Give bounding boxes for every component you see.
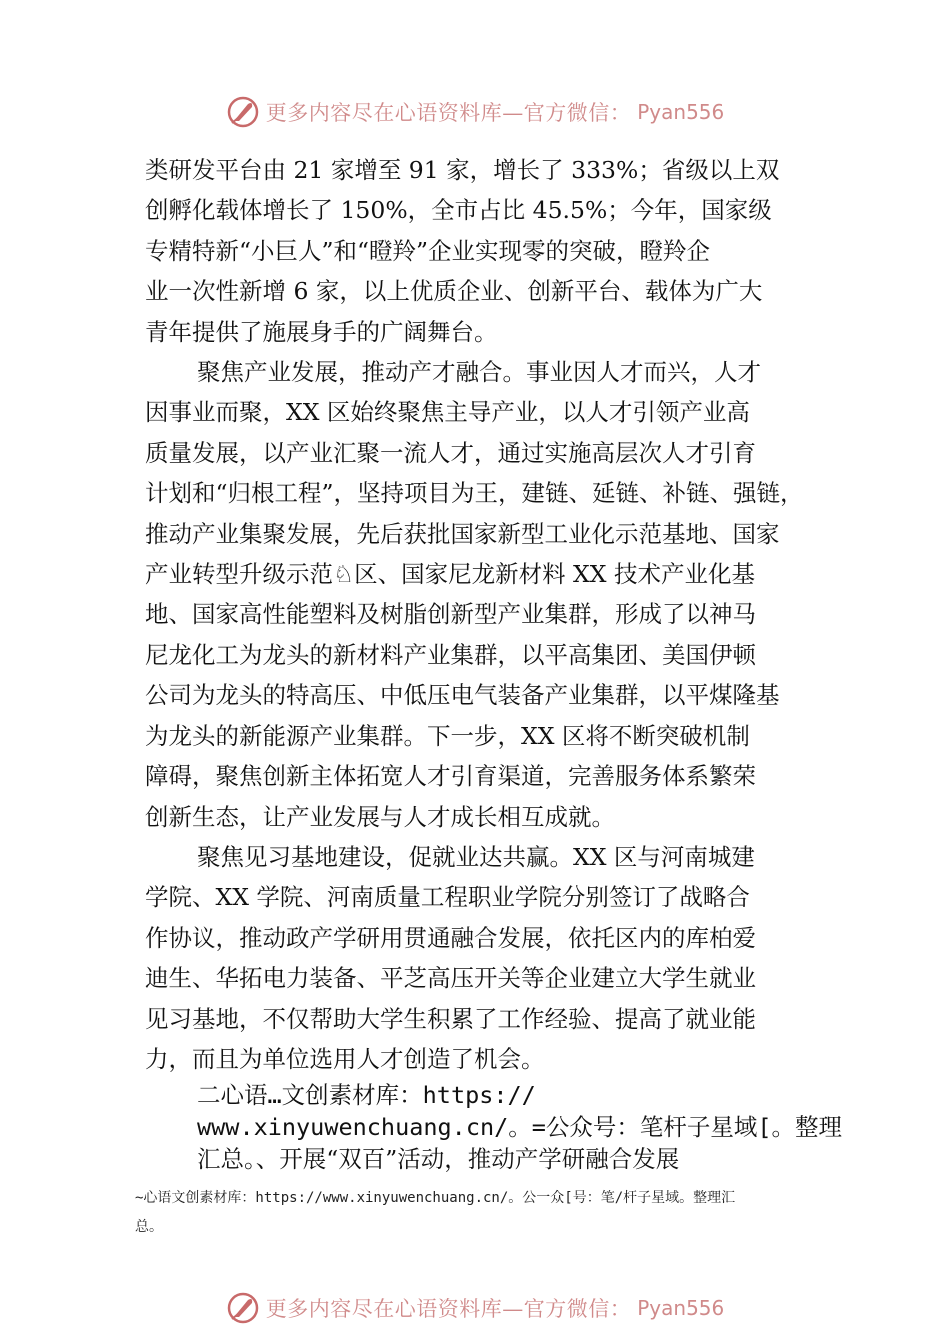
text-line: 公司为龙头的特高压、中低压电气装备产业集群，以平煤隆基 [145,681,780,710]
banner-text: 更多内容尽在心语资料库—官方微信： [265,101,632,125]
source-note [145,1079,843,1175]
text-line: 障碍，聚焦创新主体拓宽人才引育渠道，完善服务体系繁荣 [145,762,756,791]
footnote-line: 总。 [135,1219,163,1235]
text-line: 二心语…文创素材库：https:// [197,1081,536,1110]
quill-logo-icon [226,1291,260,1325]
paragraph-2 [145,352,835,837]
text-line: 青年提供了施展身手的广阔舞台。 [145,317,498,346]
paragraph-1 [145,150,835,352]
text-line: 类研发平台由 21 家增至 91 家，增长了 333%；省级以上双 [145,156,780,184]
text-line: 创新生态，让产业发展与人才成长相互成就。 [145,802,615,831]
footer-banner [0,1288,950,1328]
text-line: 为龙头的新能源产业集群。下一步，XX 区将不断突破机制 [145,721,750,750]
footnote-line: ~心语文创素材库：https://www.xinyuwenchuang.cn/。公一众[号：笔/杆子星域。整理汇 [135,1190,736,1206]
text-line: 计划和“归根工程”，坚持项目为王，建链、延链、补链、强链， [145,479,804,508]
document-body [145,150,843,1175]
section-heading: 汇总。、开展“双百”活动，推动产学研融合发展 [197,1145,680,1174]
text-line: 地、国家高性能塑料及树脂创新型产业集群，形成了以神马 [145,600,756,629]
text-line: 作协议，推动政产学研用贯通融合发展，依托区内的库柏爱 [145,923,756,952]
banner-wechat-id: Pyan556 [637,1296,725,1320]
footnote [135,1184,835,1242]
text-line: 因事业而聚，XX 区始终聚焦主导产业，以人才引领产业高 [145,398,750,427]
text-line: 质量发展，以产业汇聚一流人才，通过实施高层次人才引育 [145,438,756,467]
text-line: 推动产业集聚发展，先后获批国家新型工业化示范基地、国家 [145,519,780,548]
text-line: 创孵化载体增长了 150%，全市占比 45.5%；今年，国家级 [145,196,772,225]
banner-text: 更多内容尽在心语资料库—官方微信： [265,1297,632,1321]
text-line: www.xinyuwenchuang.cn/。=公众号：笔杆子星域[。整理 [197,1113,843,1142]
text-line: 专精特新“小巨人”和“瞪羚”企业实现零的突破，瞪羚企 [145,236,711,265]
text-line: 见习基地，不仅帮助大学生积累了工作经验、提高了就业能 [145,1004,756,1033]
text-line: 力，而且为单位选用人才创造了机会。 [145,1044,545,1073]
paragraph-3 [145,837,835,1079]
text-line: 聚焦产业发展，推动产才融合。事业因人才而兴，人才 [197,358,761,387]
text-line: 业一次性新增 6 家，以上优质企业、创新平台、载体为广大 [145,277,763,306]
text-line: 产业转型升级示范♘区、国家尼龙新材料 XX 技术产业化基 [145,560,755,589]
banner-wechat-id: Pyan556 [637,100,725,124]
text-line: 聚焦见习基地建设，促就业达共赢。XX 区与河南城建 [197,842,755,871]
text-line: 尼龙化工为龙头的新材料产业集群，以平高集团、美国伊顿 [145,640,756,669]
text-line: 学院、XX 学院、河南质量工程职业学院分别签订了战略合 [145,883,750,912]
header-banner [0,92,950,132]
quill-logo-icon [226,95,260,129]
text-line: 迪生、华拓电力装备、平芝高压开关等企业建立大学生就业 [145,964,756,993]
